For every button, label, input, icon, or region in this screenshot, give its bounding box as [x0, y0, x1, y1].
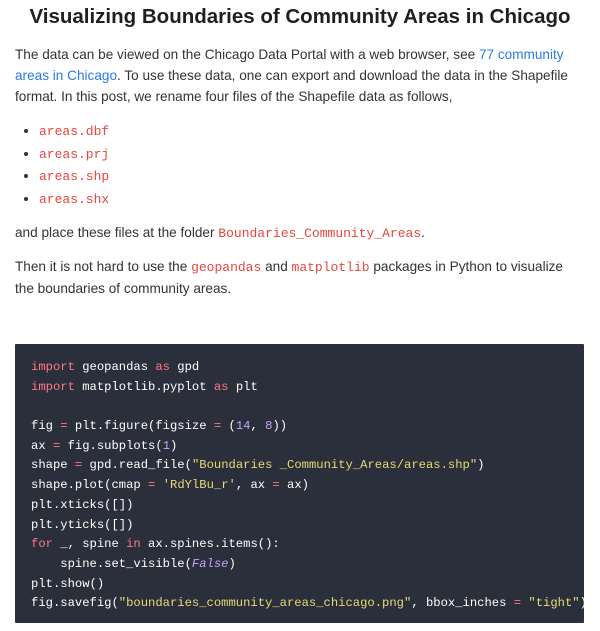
intro-paragraph: The data can be viewed on the Chicago Data Portal with a web browser, see 77 community areas in Chicago. To use these data, one can export and download the data in the Shapefile format. In this post, we rename four files of the Shapefile data as follows,	[15, 47, 568, 104]
list-item: • areas.shx	[39, 188, 109, 211]
code-block[interactable]	[15, 344, 587, 623]
code-line: import geopandas as gpd	[31, 360, 200, 374]
code-line: plt.show()	[31, 576, 105, 591]
list-item: • areas.prj	[39, 143, 109, 166]
package-matplotlib: matplotlib	[291, 260, 370, 275]
folder-name: Boundaries_Community_Areas	[218, 226, 422, 241]
packages-paragraph: Then it is not hard to use the geopandas and matplotlib packages in Python to visualize the boundaries of community areas.	[15, 259, 563, 296]
list-item: • areas.dbf	[39, 120, 109, 143]
folder-paragraph: and place these files at the folder Boundaries_Community_Areas.	[15, 225, 425, 241]
code-line: shape = gpd.read_file("Boundaries _Community_Areas/areas.shp")	[31, 458, 485, 473]
code-line: shape.plot(cmap = 'RdYlBu_r', ax = ax)	[31, 478, 309, 493]
code-line: fig.savefig("boundaries_community_areas_chicago.png", bbox_inches = "tight")	[31, 596, 587, 611]
community-areas-link[interactable]: 77 community areas in Chicago	[15, 47, 564, 83]
list-item: • areas.shp	[39, 165, 109, 188]
file-list	[19, 120, 109, 210]
code-line-blank	[31, 397, 584, 417]
package-geopandas: geopandas	[191, 260, 262, 275]
page-title: Visualizing Boundaries of Community Areas in Chicago	[29, 5, 571, 28]
code-line: for _, spine in ax.spines.items():	[31, 537, 280, 552]
code-line: plt.xticks([])	[31, 497, 134, 512]
code-line: ax = fig.subplots(1)	[31, 438, 178, 453]
code-line: spine.set_visible(False)	[31, 556, 236, 571]
code-line: fig = plt.figure(figsize = (14, 8))	[31, 419, 288, 434]
code-line: import matplotlib.pyplot as plt	[31, 379, 258, 394]
code-line: plt.yticks([])	[31, 517, 134, 532]
